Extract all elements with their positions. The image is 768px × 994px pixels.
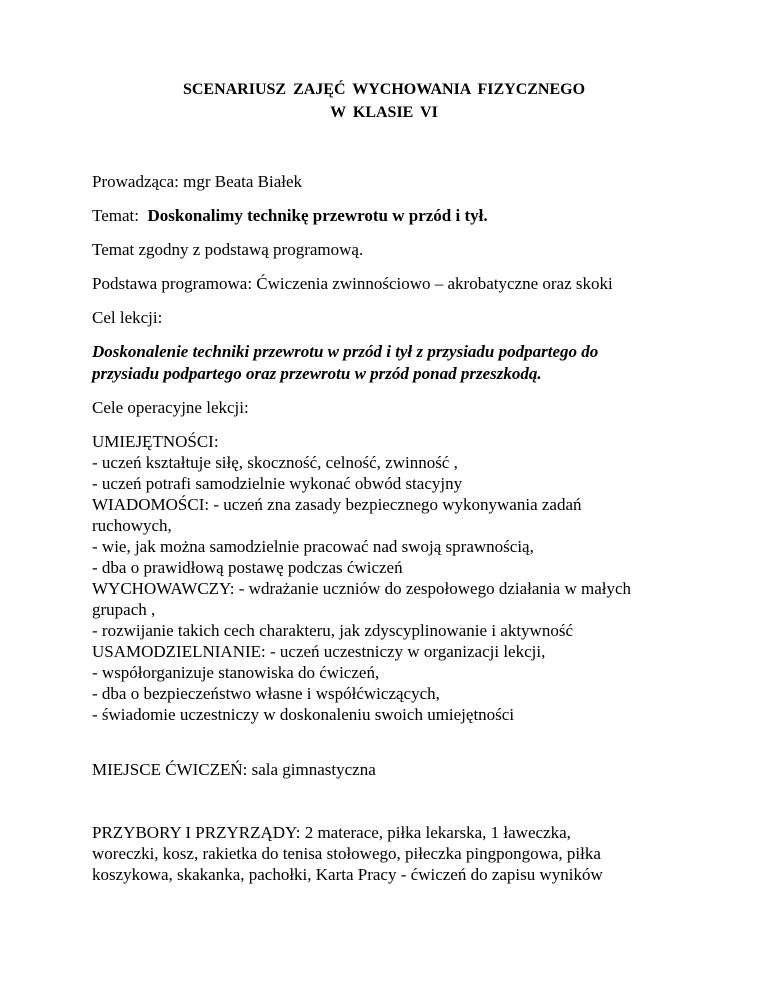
curriculum-basis: Podstawa programowa: Ćwiczenia zwinnościowo – akrobatyczne oraz skoki [92, 274, 613, 293]
objective-line: - współorganizuje stanowiska do ćwiczeń, [92, 663, 380, 682]
equipment-line: koszykowa, skakanka, pachołki, Karta Pracy - ćwiczeń do zapisu wyników [92, 865, 603, 884]
goal-line: Doskonalenie techniki przewrotu w przód i tył z przysiadu podpartego do [92, 342, 599, 361]
objective-line: grupach , [92, 600, 156, 619]
goal-label: Cel lekcji: [92, 308, 163, 327]
objective-line: - uczeń kształtuje siłę, skoczność, celność, zwinność , [92, 453, 458, 472]
topic-label: Temat: [92, 206, 148, 225]
equipment-line: woreczki, kosz, rakietka do tenisa stołowego, piłeczka pingpongowa, piłka [92, 844, 601, 863]
topic-value: Doskonalimy technikę przewrotu w przód i tył. [147, 206, 488, 225]
objective-line: UMIEJĘTNOŚCI: [92, 432, 219, 451]
objective-line: WIADOMOŚCI: - uczeń zna zasady bezpiecznego wykonywania zadań [92, 495, 582, 514]
equipment-line: PRZYBORY I PRZYRZĄDY: 2 materace, piłka lekarska, 1 ławeczka, [92, 823, 571, 842]
goal-line: przysiadu podpartego oraz przewrotu w przód ponad przeszkodą. [92, 364, 542, 383]
objective-line: ruchowych, [92, 516, 172, 535]
objective-line: - uczeń potrafi samodzielnie wykonać obwód stacyjny [92, 474, 463, 493]
objective-line: - dba o prawidłową postawę podczas ćwiczeń [92, 558, 403, 577]
objectives-label: Cele operacyjne lekcji: [92, 398, 249, 417]
place-line: MIEJSCE ĆWICZEŃ: sala gimnastyczna [92, 760, 376, 779]
objective-line: - dba o bezpieczeństwo własne i współćwiczących, [92, 684, 440, 703]
curriculum-note: Temat zgodny z podstawą programową. [92, 240, 364, 259]
document-title-line-2: W KLASIE VI [330, 104, 438, 121]
objective-line: - świadomie uczestniczy w doskonaleniu swoich umiejętności [92, 705, 515, 724]
topic-line [92, 206, 488, 226]
objective-line: - wie, jak można samodzielnie pracować nad swoją sprawnością, [92, 537, 534, 556]
teacher-line: Prowadząca: mgr Beata Białek [92, 172, 303, 191]
objective-line: USAMODZIELNIANIE: - uczeń uczestniczy w organizacji lekcji, [92, 642, 546, 661]
objective-line: - rozwijanie takich cech charakteru, jak zdyscyplinowanie i aktywność [92, 621, 573, 640]
objective-line: WYCHOWAWCZY: - wdrażanie uczniów do zespołowego działania w małych [92, 579, 632, 598]
document-title-line-1: SCENARIUSZ ZAJĘĆ WYCHOWANIA FIZYCZNEGO [182, 81, 586, 98]
